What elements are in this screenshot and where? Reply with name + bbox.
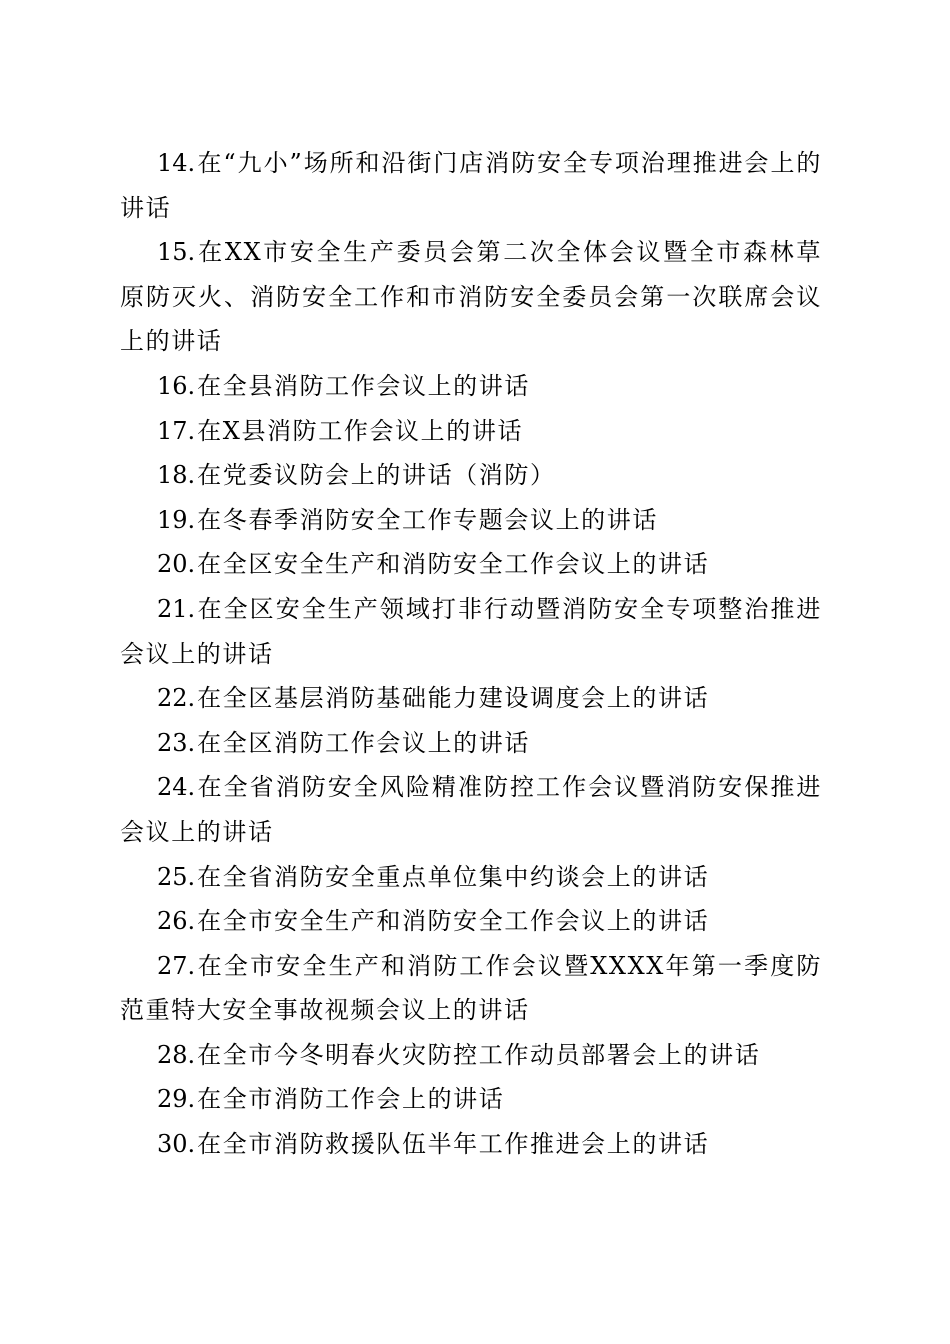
item-text: 在全市消防救援队伍半年工作推进会上的讲话 xyxy=(197,1130,710,1159)
item-text: 在X县消防工作会议上的讲话 xyxy=(197,416,524,445)
item-number: 24. xyxy=(157,773,196,802)
item-number: 15. xyxy=(157,238,196,267)
list-item xyxy=(120,944,822,1033)
item-text: 在全县消防工作会议上的讲话 xyxy=(197,371,530,400)
item-text: 在冬春季消防安全工作专题会议上的讲话 xyxy=(197,505,658,534)
item-number: 23. xyxy=(157,728,196,757)
list-item xyxy=(120,721,822,766)
item-number: 20. xyxy=(157,550,196,579)
list-item xyxy=(120,542,822,587)
item-number: 22. xyxy=(157,684,196,713)
list-item xyxy=(120,409,822,454)
item-text: 在XX市安全生产委员会第二次全体会议暨全市森林草原防灭火、消防安全工作和市消防安全委员会第一次联席会议上的讲话 xyxy=(120,238,822,356)
list-item xyxy=(120,855,822,900)
item-text: 在全区基层消防基础能力建设调度会上的讲话 xyxy=(197,684,710,713)
item-text: 在全区安全生产和消防安全工作会议上的讲话 xyxy=(197,550,710,579)
list-item xyxy=(120,1122,822,1167)
list-item xyxy=(120,141,822,230)
item-number: 26. xyxy=(157,907,196,936)
item-number: 30. xyxy=(157,1130,196,1159)
item-number: 27. xyxy=(157,951,196,980)
item-number: 28. xyxy=(157,1040,196,1069)
item-text: 在全市今冬明春火灾防控工作动员部署会上的讲话 xyxy=(197,1040,761,1069)
item-text: 在全市消防工作会上的讲话 xyxy=(197,1085,505,1114)
item-text: 在全市安全生产和消防安全工作会议上的讲话 xyxy=(197,907,710,936)
item-number: 16. xyxy=(157,371,196,400)
list-item xyxy=(120,230,822,364)
list-item xyxy=(120,765,822,854)
list-item xyxy=(120,676,822,721)
item-number: 18. xyxy=(157,461,196,490)
list-item xyxy=(120,453,822,498)
item-text: 在全省消防安全风险精准防控工作会议暨消防安保推进会议上的讲话 xyxy=(120,773,822,846)
item-text: 在全区消防工作会议上的讲话 xyxy=(197,728,530,757)
item-text: 在“九小”场所和沿街门店消防安全专项治理推进会上的讲话 xyxy=(120,149,822,222)
list-item xyxy=(120,498,822,543)
list-item xyxy=(120,364,822,409)
speech-title-list xyxy=(120,141,822,1167)
list-item xyxy=(120,899,822,944)
item-text: 在党委议防会上的讲话（消防） xyxy=(197,461,556,490)
list-item xyxy=(120,1077,822,1122)
item-text: 在全省消防安全重点单位集中约谈会上的讲话 xyxy=(197,862,710,891)
item-text: 在全区安全生产领域打非行动暨消防安全专项整治推进会议上的讲话 xyxy=(120,594,822,668)
item-text: 在全市安全生产和消防工作会议暨XXXX年第一季度防范重特大安全事故视频会议上的讲话 xyxy=(120,951,822,1025)
item-number: 21. xyxy=(157,594,196,623)
item-number: 19. xyxy=(157,505,196,534)
list-item xyxy=(120,1033,822,1078)
item-number: 25. xyxy=(157,862,196,891)
item-number: 29. xyxy=(157,1085,196,1114)
item-number: 14. xyxy=(157,149,196,177)
item-number: 17. xyxy=(157,416,196,445)
list-item xyxy=(120,587,822,676)
